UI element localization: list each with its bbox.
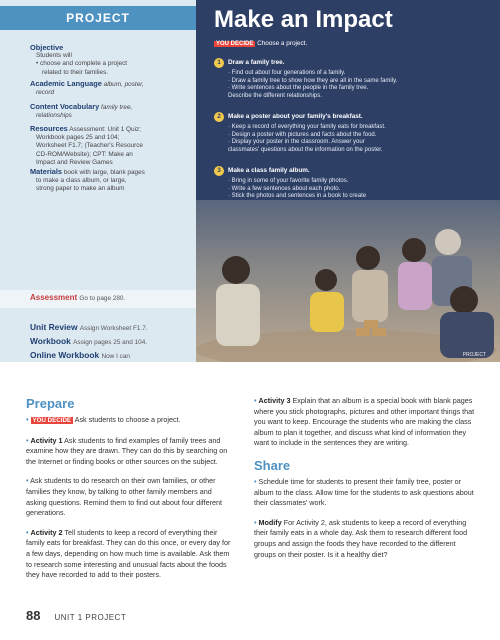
online-workbook-line	[30, 350, 130, 360]
sidebar	[0, 0, 196, 362]
resources-line: Impact and Review Games	[36, 158, 113, 166]
online-workbook-label: Online Workbook	[30, 350, 100, 360]
step-line: · Write sentences about the people in the family tree.	[228, 85, 369, 92]
step-1	[214, 58, 414, 100]
prepare-paragraph	[26, 415, 231, 427]
you-decide-badge: YOU DECIDE	[216, 41, 254, 47]
step-line: · Keep a record of everything your family eats for breakfast.	[228, 124, 386, 130]
academic-language-block	[30, 80, 190, 97]
bullet: •	[26, 527, 29, 537]
online-workbook-value: Now I can	[101, 353, 130, 360]
resources-line: Workbook pages 25 and 104;	[36, 134, 120, 142]
bullet: •	[254, 476, 257, 486]
content-vocabulary-value: family tree,	[101, 104, 133, 111]
paragraph-text: Explain that an album is a special book with blank pages where you stick photographs, pictures and other important things that you want to keep. Encourage the students who are making the class album to plan it together, and discuss what kind of information they want to include in the sentences they are writing.	[254, 396, 475, 448]
academic-language-heading: Academic Language	[30, 79, 102, 88]
step-title: Make a poster about your family's breakfast.	[228, 113, 363, 121]
paragraph-text: Ask students to find examples of family trees and examine how they are drawn. They can do this by searching on the Internet or finding books or other sources on the subject.	[26, 435, 228, 466]
step-line: · Display your poster in the classroom. Answer your	[228, 139, 365, 146]
activity-lead: Activity 3	[258, 396, 291, 405]
unit-review-label: Unit Review	[30, 322, 78, 332]
bullet: •	[26, 476, 29, 486]
paragraph-text: Schedule time for students to present their family tree, poster or album to the class. Allow time for the students to ask questions about their classmates' work.	[254, 476, 474, 508]
prepare-heading: Prepare	[26, 396, 75, 411]
footer-label: UNIT 1 PROJECT	[54, 613, 127, 622]
assessment-line	[30, 293, 125, 302]
step-line: · Design a poster with pictures and facts about the food.	[228, 131, 377, 138]
step-number: 2	[214, 112, 224, 122]
choose-text: Choose a project.	[257, 40, 308, 47]
step-number: 1	[214, 58, 224, 68]
project-tab: PROJECT	[0, 6, 196, 30]
page-number: 88	[26, 608, 41, 623]
materials-line: strong paper to make an album	[36, 185, 125, 193]
page-footer	[26, 608, 126, 623]
assessment-value: Go to page 280.	[79, 295, 126, 302]
content-vocabulary-value: relationships	[36, 112, 72, 120]
paragraph-text: For Activity 2, ask students to keep a record of everything their family eats in a whole day. Ask them to research different food groups and assign the foods they have recorded to the different groups on their poster. Is it a healthy diet?	[254, 517, 468, 559]
paragraph-text: Tell students to keep a record of everything their family eats for breakfast. They can do this once, or every day for a few days, depending on how much time is available. Ask them to research some interesting and unusual facts about the foods they have recorded to add to their posters.	[26, 527, 231, 580]
family-photo-illustration	[196, 200, 500, 362]
paragraph-text: Ask students to do research on their own families, or other families they know, by talking to other family members and asking questions. Remind them to find out about four different generations.	[26, 476, 223, 518]
activity-lead: Activity 2	[30, 527, 63, 537]
materials-heading: Materials	[30, 167, 63, 176]
workbook-label: Workbook	[30, 336, 71, 346]
workbook-value: Assign pages 25 and 104.	[73, 339, 148, 346]
bullet: •	[26, 435, 29, 445]
objective-block	[30, 44, 190, 77]
resources-line: CD-ROM/Website); CPT: Make an	[36, 150, 133, 158]
photo-credit: PROJECT	[462, 352, 486, 358]
resources-block	[30, 125, 190, 167]
bullet: •	[254, 396, 257, 405]
panel-title: Make an Impact	[214, 6, 393, 33]
step-line: · Write a few sentences about each photo.	[228, 185, 341, 192]
share-paragraph	[254, 477, 478, 509]
step-line: Describe the different relationships.	[228, 92, 322, 99]
step-line: · Bring in some of your favorite family photos.	[228, 178, 349, 184]
step-line: · Draw a family tree to show how they are all in the same family.	[228, 77, 398, 84]
resources-line: Assessment: Unit 1 Quiz;	[69, 126, 141, 133]
activity-lead: Activity 1	[30, 435, 63, 445]
prepare-paragraph	[26, 476, 231, 518]
assessment-label: Assessment	[30, 293, 78, 302]
prepare-column	[26, 396, 231, 590]
modify-lead: Modify	[258, 517, 282, 527]
you-decide-row	[214, 40, 307, 47]
step-2	[214, 112, 414, 154]
bullet: •	[254, 517, 257, 527]
step-line: · Find out about four generations of a family.	[228, 70, 346, 76]
you-decide-badge: YOU DECIDE	[32, 417, 72, 424]
unit-review-value: Assign Worksheet F1.7.	[79, 325, 148, 332]
family-photo	[196, 200, 500, 362]
make-an-impact-panel	[196, 0, 500, 362]
resources-heading: Resources	[30, 124, 68, 133]
academic-language-value: record	[36, 89, 55, 97]
content-vocabulary-block	[30, 103, 190, 120]
step-title: Make a class family album.	[228, 167, 310, 175]
academic-language-value: album, poster,	[103, 81, 144, 88]
objective-line: related to their families.	[42, 68, 109, 76]
resources-line: Worksheet F1.7; (Teacher's Resource	[36, 142, 143, 150]
content-vocabulary-heading: Content Vocabulary	[30, 102, 100, 111]
unit-review-line	[30, 322, 148, 332]
materials-block	[30, 168, 190, 194]
objective-line: Students will	[36, 52, 72, 60]
step-title: Draw a family tree.	[228, 59, 285, 67]
activity-3-paragraph	[254, 396, 478, 449]
bullet: •	[26, 415, 29, 424]
workbook-line	[30, 336, 147, 346]
materials-line: to make a class album, or large,	[36, 177, 127, 185]
materials-line: book with large, blank pages	[63, 169, 145, 176]
share-column	[254, 396, 478, 569]
share-heading: Share	[254, 457, 291, 473]
prepare-paragraph	[26, 436, 231, 468]
step-line: classmates' questions about the information on the poster.	[228, 146, 383, 153]
modify-paragraph	[254, 518, 478, 560]
objective-heading: Objective	[30, 43, 64, 52]
prepare-paragraph	[26, 528, 231, 581]
paragraph-text: Ask students to choose a project.	[74, 415, 181, 424]
objective-line: • choose and complete a project	[36, 60, 128, 68]
step-number: 3	[214, 166, 224, 176]
step-line: · Stick the photos and sentences in a book to create	[228, 193, 367, 200]
